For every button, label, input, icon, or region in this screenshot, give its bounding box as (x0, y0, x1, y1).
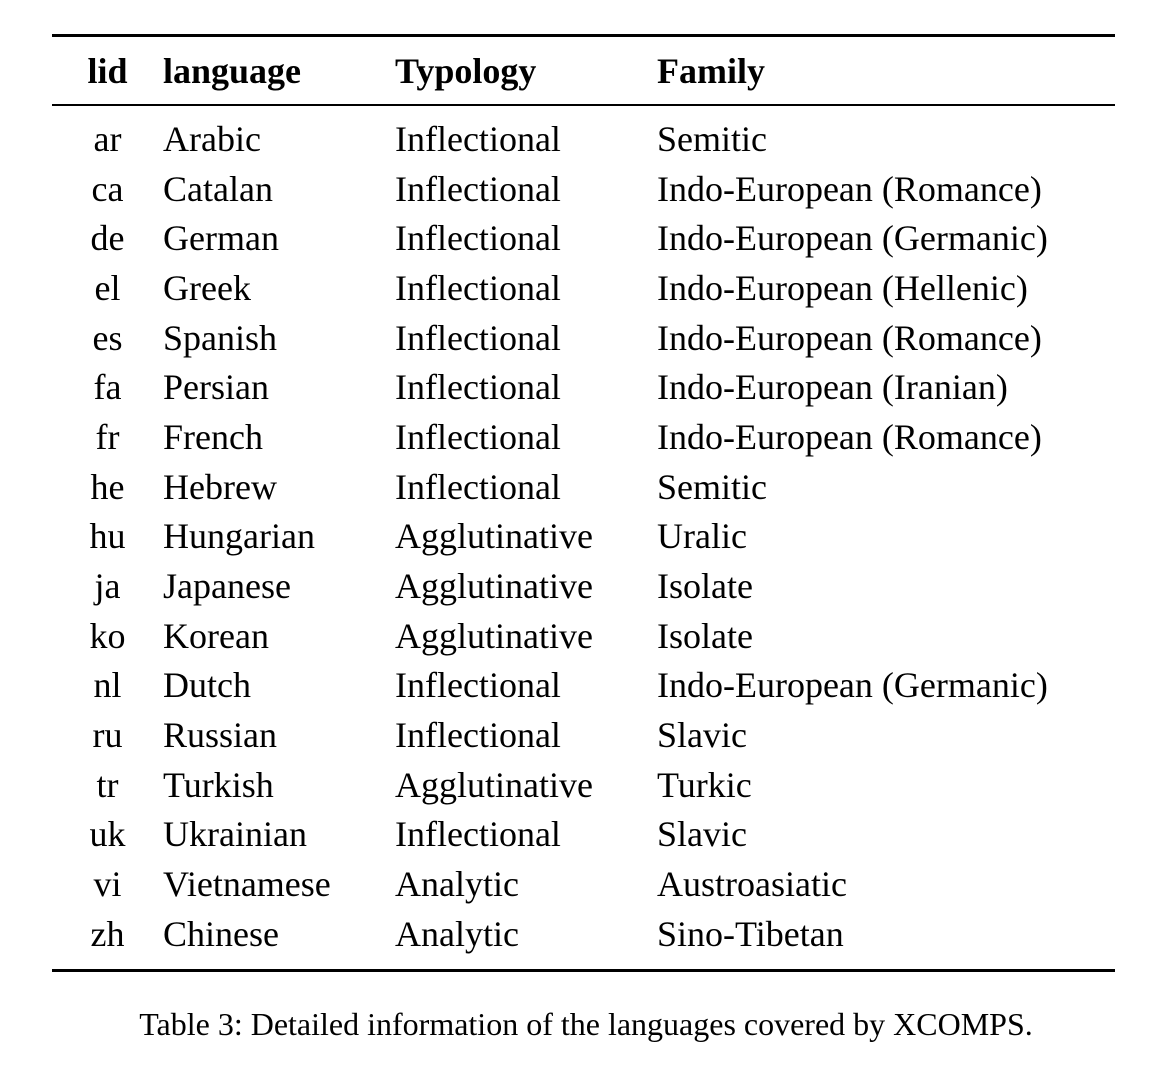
table-row (52, 512, 1115, 562)
header-lid: lid (87, 50, 128, 91)
cell-typology: Agglutinative (395, 566, 593, 607)
table-row (52, 611, 1115, 661)
cell-lid: ar (93, 118, 122, 159)
cell-family: Indo-European (Iranian) (657, 367, 1008, 408)
cell-language: Dutch (163, 665, 251, 706)
cell-lid: ca (91, 168, 124, 209)
cell-typology: Agglutinative (395, 516, 593, 557)
cell-lid: zh (90, 913, 125, 954)
cell-language: Spanish (163, 317, 278, 358)
cell-language: Russian (163, 715, 278, 756)
table-row (52, 164, 1115, 214)
table-caption: Table 3: Detailed information of the languages covered by XCOMPS. (139, 1006, 1033, 1042)
cell-family: Semitic (657, 466, 767, 507)
cell-typology: Inflectional (395, 715, 561, 756)
cell-family: Indo-European (Hellenic) (657, 267, 1028, 308)
cell-family: Indo-European (Romance) (657, 168, 1042, 209)
cell-lid: ko (89, 615, 126, 656)
cell-language: Vietnamese (163, 864, 331, 905)
table-bottom-rule (52, 969, 1115, 972)
cell-typology: Inflectional (395, 367, 561, 408)
languages-table (52, 37, 1115, 959)
cell-typology: Inflectional (395, 168, 561, 209)
cell-typology: Inflectional (395, 814, 561, 855)
cell-language: Hungarian (163, 516, 315, 557)
cell-typology: Inflectional (395, 317, 561, 358)
cell-lid: uk (89, 814, 126, 855)
cell-family: Slavic (657, 814, 747, 855)
header-language: language (163, 50, 302, 91)
cell-lid: es (92, 317, 123, 358)
cell-typology: Inflectional (395, 218, 561, 259)
cell-typology: Agglutinative (395, 764, 593, 805)
cell-family: Indo-European (Germanic) (657, 218, 1048, 259)
table-row (52, 263, 1115, 313)
cell-lid: el (94, 267, 121, 308)
cell-language: Arabic (163, 118, 261, 159)
cell-lid: ru (92, 715, 123, 756)
table-body (52, 104, 1115, 959)
cell-family: Austroasiatic (657, 864, 847, 905)
table-row (52, 710, 1115, 760)
table-header-row (52, 37, 1115, 104)
cell-lid: de (90, 218, 125, 259)
cell-lid: he (90, 466, 125, 507)
table-row (52, 313, 1115, 363)
cell-language: Persian (163, 367, 269, 408)
cell-typology: Agglutinative (395, 615, 593, 656)
cell-lid: tr (96, 764, 119, 805)
cell-family: Uralic (657, 516, 747, 557)
table-row (52, 909, 1115, 959)
table-row (52, 412, 1115, 462)
table-row (52, 810, 1115, 860)
table-row (52, 104, 1115, 164)
cell-lid: vi (93, 864, 122, 905)
cell-lid: nl (93, 665, 122, 706)
cell-family: Indo-European (Romance) (657, 416, 1042, 457)
cell-family: Turkic (657, 764, 752, 805)
table-row (52, 213, 1115, 263)
cell-lid: fr (95, 416, 120, 457)
cell-language: Korean (163, 615, 269, 656)
cell-language: Turkish (163, 764, 274, 805)
table-row (52, 561, 1115, 611)
table-row (52, 859, 1115, 909)
cell-family: Isolate (657, 615, 753, 656)
cell-typology: Inflectional (395, 267, 561, 308)
cell-typology: Inflectional (395, 466, 561, 507)
header-family: Family (657, 50, 765, 91)
table-row (52, 661, 1115, 711)
table-row (52, 462, 1115, 512)
cell-language: Chinese (163, 913, 279, 954)
cell-family: Semitic (657, 118, 767, 159)
cell-typology: Analytic (395, 864, 519, 905)
cell-lid: hu (89, 516, 126, 557)
cell-lid: ja (94, 566, 121, 607)
cell-language: Greek (163, 267, 251, 308)
cell-typology: Inflectional (395, 416, 561, 457)
header-typology: Typology (395, 50, 537, 91)
cell-language: Ukrainian (163, 814, 307, 855)
cell-language: Catalan (163, 168, 273, 209)
cell-language: Hebrew (163, 466, 277, 507)
cell-language: French (163, 416, 263, 457)
cell-language: Japanese (163, 566, 291, 607)
cell-family: Indo-European (Romance) (657, 317, 1042, 358)
cell-family: Sino-Tibetan (657, 913, 844, 954)
table-row (52, 362, 1115, 412)
cell-typology: Inflectional (395, 118, 561, 159)
cell-language: German (163, 218, 279, 259)
cell-lid: fa (93, 367, 122, 408)
cell-family: Indo-European (Germanic) (657, 665, 1048, 706)
cell-typology: Analytic (395, 913, 519, 954)
cell-family: Slavic (657, 715, 747, 756)
table-row (52, 760, 1115, 810)
cell-typology: Inflectional (395, 665, 561, 706)
cell-family: Isolate (657, 566, 753, 607)
